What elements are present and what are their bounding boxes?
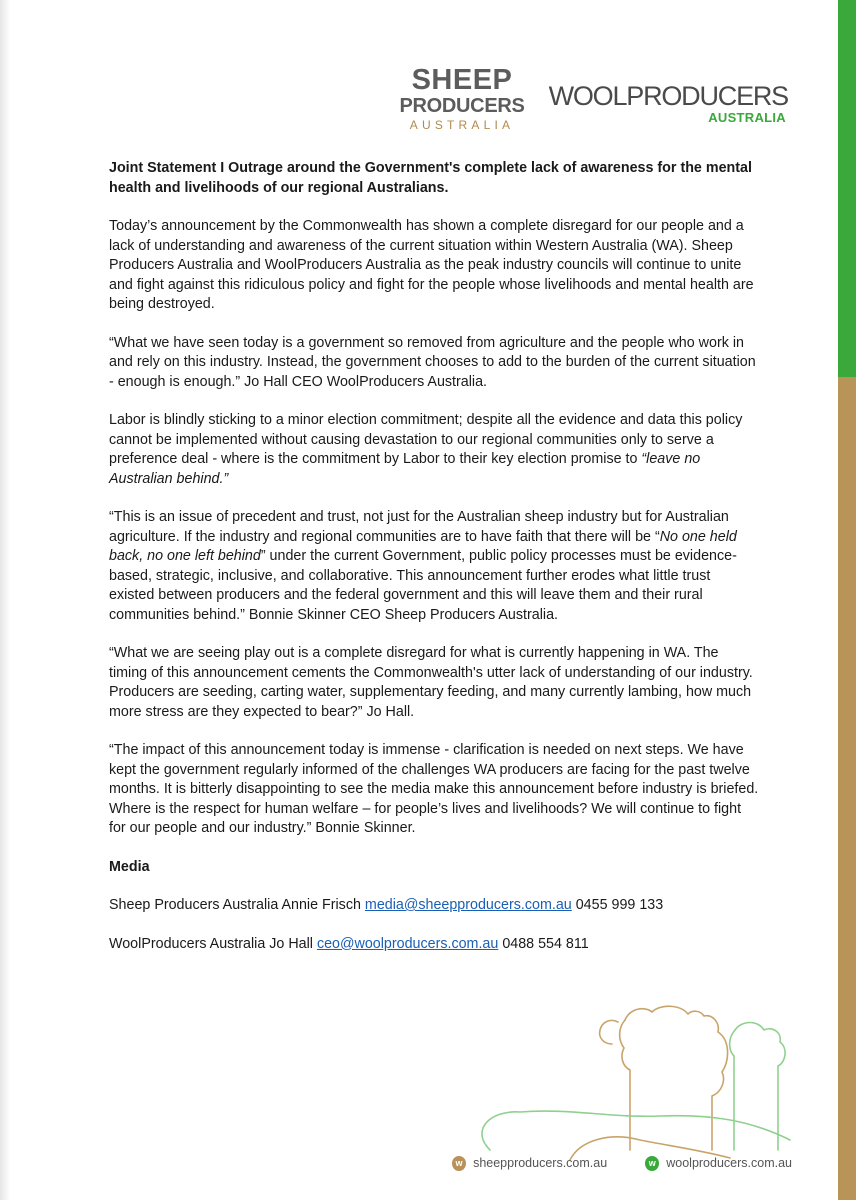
paragraph-4	[109, 508, 759, 625]
statement-title: Joint Statement I Outrage around the Government's complete lack of awareness for the mental health and livelihoods of our regional Australians.	[109, 160, 752, 196]
paragraph-3-quote: “leave no Australian behind.”	[109, 451, 701, 487]
spa-logo-line3: AUSTRALIA	[409, 118, 515, 132]
wpa-logo-line2: AUSTRALIA	[708, 110, 786, 125]
paragraph-2: “What we have seen today is a government so removed from agriculture and the people who work in and rely on this industry. Instead, the government chooses to add to the burden of the current situation - enough is enough.” Jo Hall CEO WoolProducers Australia.	[109, 334, 756, 390]
media-heading: Media	[109, 858, 150, 875]
spa-logo-line2: PRODUCERS	[399, 95, 525, 117]
paragraph-6: “The impact of this announcement today is immense - clarification is needed on next steps. We have kept the government regularly informed of the challenges WA producers are facing for the past twelve months. It is bitterly disappointing to see the media make this announcement before industry is briefed. Where is the respect for human welfare – for people’s lives and livelihoods? We will continue to fight for our people and our industry.” Bonnie Skinner.	[109, 742, 759, 836]
footer-site-1[interactable]: sheepproducers.com.au	[473, 1156, 608, 1170]
statement-body	[109, 159, 759, 973]
paragraph-1: Today’s announcement by the Commonwealth has shown a complete disregard for our people and a lack of understanding and awareness of the current situation within Western Australia (WA). Sheep Producers Australia and WoolProducers Australia as the peak industry councils will continue to unite and fight against this ridiculous policy and fight for the people whose livelihoods and mental health are being destroyed.	[109, 218, 754, 312]
contact-1-email-link[interactable]: media@sheepproducers.com.au	[364, 897, 572, 913]
contact-2-name: WoolProducers Australia Jo Hall	[109, 935, 317, 952]
paragraph-4-text-b: ” under the current Government, public policy processes must be evidence-based, strategic, inclusive, and collaborative. This announcement further erodes what little trust existed between producers and the federal government and this will leave them and their rural communities behind.” Bonnie Skinner CEO Sheep Producers Australia.	[109, 548, 737, 623]
sheep-producers-logo	[399, 64, 525, 132]
woolproducers-web-icon: w	[645, 1156, 659, 1171]
paragraph-5: “What we are seeing play out is a complete disregard for what is currently happening in WA. The timing of this announcement cements the Commonwealth's utter lack of understanding of our industry. Producers are seeding, carting water, supplementary feeding, and many currently lambing, how much more stress are they expected to bear?” Jo Hall.	[109, 645, 753, 720]
wpa-logo-line1: WOOLPRODUCERS	[548, 81, 788, 111]
footer-site-2[interactable]: woolproducers.com.au	[666, 1156, 792, 1170]
media-contact-1	[109, 896, 759, 916]
spa-logo-line1: SHEEP	[411, 64, 513, 96]
media-contact-2	[109, 935, 759, 955]
contact-2-phone: 0488 554 811	[498, 935, 589, 952]
sheepproducers-web-icon: w	[452, 1156, 466, 1171]
paragraph-4-quote: No one held back, no one left behind	[109, 528, 737, 564]
side-bar-gold	[838, 377, 856, 1200]
side-bar-green	[838, 0, 856, 377]
contact-2-email-link[interactable]: ceo@woolproducers.com.au	[316, 935, 499, 952]
paragraph-3-text: Labor is blindly sticking to a minor election commitment; despite all the evidence and data this policy cannot be implemented without causing devastation to our regional communities only to serve a preference deal - where is the commitment by Labor to their key election promise to	[109, 412, 743, 467]
page-edge-shadow	[0, 0, 10, 1200]
contact-1-phone: 0455 999 133	[571, 897, 664, 913]
woolproducers-logo	[548, 81, 788, 125]
paragraph-4-text-a: “This is an issue of precedent and trust, not just for the Australian sheep industry but for Australian agriculture. If the industry and regional communities are to have faith that there will be “	[109, 509, 729, 545]
sheep-line-art	[430, 1000, 810, 1160]
contact-1-name: Sheep Producers Australia Annie Frisch	[109, 897, 365, 913]
paragraph-3	[109, 411, 759, 489]
footer	[452, 1152, 792, 1174]
